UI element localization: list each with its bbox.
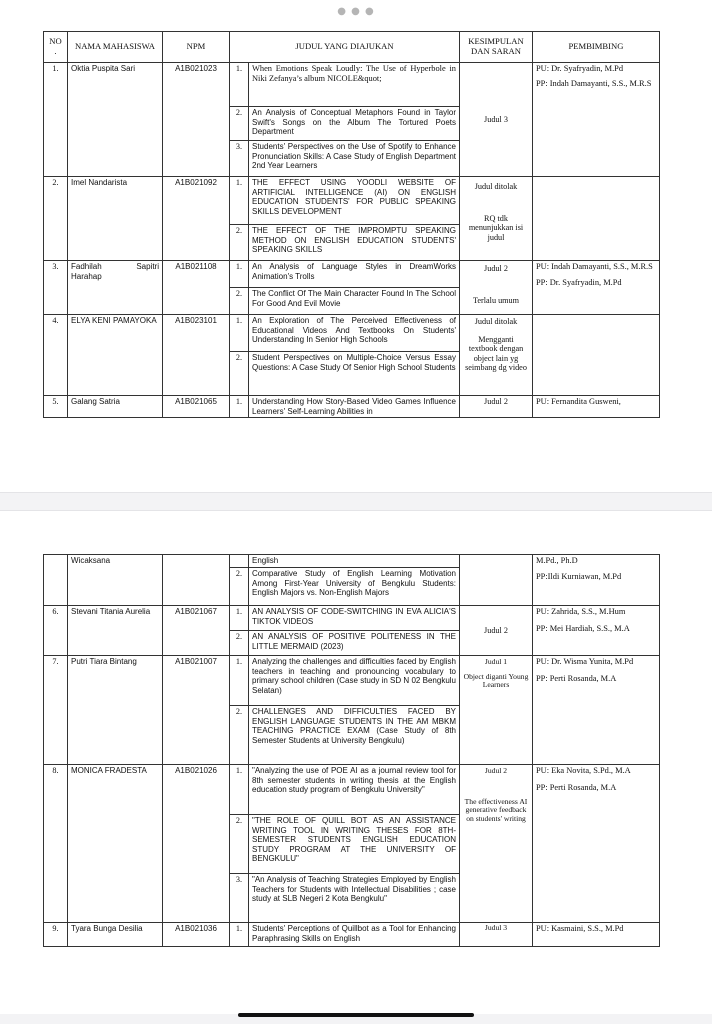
- table-row: [44, 177, 660, 225]
- student-npm: A1B021036: [163, 923, 230, 947]
- window-menu-dots[interactable]: ● ● ●: [337, 6, 375, 17]
- student-name: Imel Nandarista: [68, 177, 163, 261]
- title-number: 2.: [230, 107, 249, 141]
- proposed-title: "An Analysis of Teaching Strategies Employed by English Teachers for Students with Intellectual Disabilities ; case study at SLB Negeri 2 Kota Bengkulu": [249, 874, 460, 923]
- student-name: MONICA FRADESTA: [68, 765, 163, 923]
- table-row: [44, 63, 660, 107]
- main-supervisor: PU: Zahrida, S.S., M.Hum: [536, 607, 626, 616]
- proposed-title: An Analysis of Language Styles in DreamWorks Animation's Trolls: [249, 261, 460, 288]
- title-number: 1.: [230, 656, 249, 706]
- co-supervisor: PP: Perti Rosanda, M.A: [536, 674, 617, 683]
- table-row: [44, 396, 660, 418]
- proposed-title: Students' Perspectives on the Use of Spotify to Enhance Pronunciation Skills: A Case Study of English Department 2nd Year Learners: [249, 141, 460, 177]
- supervisors: [533, 63, 660, 177]
- page-break: [0, 492, 712, 511]
- row-number: 5.: [44, 396, 68, 418]
- titles-table-page-1: [43, 31, 660, 418]
- conclusion: Judul 2: [460, 606, 533, 656]
- conclusion: Judul 2 The effectiveness AI generative feedback on students' writing: [460, 765, 533, 923]
- proposed-title: CHALLENGES AND DIFFICULTIES FACED BY ENGLISH LANGUAGE STUDENTS IN THE AM MBKM TEACHING PRACTICE EXAM (Case Study of 8th Semester Students at University Bengkulu): [249, 706, 460, 765]
- student-name: Oktia Puspita Sari: [68, 63, 163, 177]
- student-npm: A1B021065: [163, 396, 230, 418]
- conclusion: Judul 2 Terlalu umum: [460, 261, 533, 315]
- header-judul: JUDUL YANG DIAJUKAN: [230, 32, 460, 63]
- title-number: 1.: [230, 261, 249, 288]
- row-number: 4.: [44, 315, 68, 396]
- conclusion: Judul ditolak Mengganti textbook dengan object lain yg seimbang dg video: [460, 315, 533, 396]
- title-number: 2.: [230, 352, 249, 396]
- title-number: 1.: [230, 765, 249, 815]
- supervisors: [533, 261, 660, 315]
- header-npm: NPM: [163, 32, 230, 63]
- co-supervisor: PP: Mei Hardiah, S.S., M.A: [536, 624, 630, 633]
- student-npm: A1B021108: [163, 261, 230, 315]
- proposed-title: "Analyzing the use of POE AI as a journal review tool for 8th semester students in writing thesis at the English education study program of Bengkulu University": [249, 765, 460, 815]
- proposed-title: Students' Perceptions of Quillbot as a Tool for Enhancing Paraphrasing Skills on English: [249, 923, 460, 947]
- proposed-title: When Emotions Speak Loudly: The Use of Hyperbole in Niki Zefanya’s album NICOLE&quot;: [249, 63, 460, 107]
- row-number: 2.: [44, 177, 68, 261]
- row-number: 8.: [44, 765, 68, 923]
- row-number: [44, 555, 68, 606]
- proposed-title: AN ANALYSIS OF POSITIVE POLITENESS IN THE LITTLE MERMAID (2023): [249, 631, 460, 656]
- main-supervisor: PU: Dr. Wisma Yunita, M.Pd: [536, 657, 634, 666]
- proposed-title: An Analysis of Conceptual Metaphors Found in Taylor Swift's Songs on the Album The Tortured Poets Department: [249, 107, 460, 141]
- student-name: Tyara Bunga Desilia: [68, 923, 163, 947]
- proposed-title: English: [249, 555, 460, 568]
- row-number: 3.: [44, 261, 68, 315]
- student-npm: A1B021007: [163, 656, 230, 765]
- conclusion: Judul 3: [460, 63, 533, 177]
- proposed-title: "THE ROLE OF QUILL BOT AS AN ASSISTANCE WRITING TOOL IN WRITING THESES FOR 8TH-SEMESTER STUDENTS ENGLISH EDUCATION STUDY PROGRAM AT THE UNIVERSITY OF BENGKULU": [249, 815, 460, 874]
- proposed-title: Student Perspectives on Multiple-Choice Versus Essay Questions: A Case Study Of Senior High School Students: [249, 352, 460, 396]
- supervisors: [533, 606, 660, 656]
- row-number: 6.: [44, 606, 68, 656]
- conclusion: [460, 555, 533, 606]
- conclusion: Judul 1 Object diganti Young Learners: [460, 656, 533, 765]
- row-number: 1.: [44, 63, 68, 177]
- main-supervisor: PU: Eka Novita, S.Pd., M.A: [536, 766, 631, 775]
- student-name: Putri Tiara Bintang: [68, 656, 163, 765]
- main-supervisor: M.Pd., Ph.D: [536, 556, 578, 565]
- title-number: [230, 555, 249, 568]
- proposed-title: THE EFFECT OF THE IMPROMPTU SPEAKING METHOD ON ENGLISH EDUCATION STUDENTS' SPEAKING SKILLS: [249, 225, 460, 261]
- conclusion: Judul ditolak RQ tdk menunjukkan isi judul: [460, 177, 533, 261]
- title-number: 2.: [230, 288, 249, 315]
- student-npm: A1B021026: [163, 765, 230, 923]
- proposed-title: Analyzing the challenges and difficulties faced by English teachers in teaching and pronouncing vocabulary to primary school children (Case study in SD N 02 Bengkulu Selatan): [249, 656, 460, 706]
- proposed-title: An Exploration of The Perceived Effectiveness of Educational Videos And Textbooks On Students' Understanding In Senior High Schools: [249, 315, 460, 352]
- table-row: [44, 606, 660, 631]
- header-nama: NAMA MAHASISWA: [68, 32, 163, 63]
- title-number: 3.: [230, 141, 249, 177]
- supervisors: [533, 765, 660, 923]
- student-name: ELYA KENI PAMAYOKA: [68, 315, 163, 396]
- student-npm: [163, 555, 230, 606]
- header-kesimpulan: KESIMPULAN DAN SARAN: [460, 32, 533, 63]
- supervisors: [533, 923, 660, 947]
- student-npm: A1B021067: [163, 606, 230, 656]
- title-number: 1.: [230, 315, 249, 352]
- co-supervisor: PP: Indah Damayanti, S.S., M.R.S: [536, 79, 652, 88]
- proposed-title: THE EFFECT USING YOODLI WEBSITE OF ARTIFICIAL INTELLIGENCE (AI) ON ENGLISH EDUCATION STUDENTS' FOR PUBLIC SPEAKING SKILLS DEVELOPMENT: [249, 177, 460, 225]
- header-no: NO .: [44, 32, 68, 63]
- home-indicator[interactable]: [238, 1013, 474, 1017]
- student-name: Galang Satria: [68, 396, 163, 418]
- co-supervisor: PP:Ildi Kurniawan, M.Pd: [536, 572, 622, 581]
- conclusion: Judul 3: [460, 923, 533, 947]
- table-row: [44, 555, 660, 568]
- student-npm: A1B021023: [163, 63, 230, 177]
- proposed-title: Understanding How Story-Based Video Games Influence Learners' Self-Learning Abilities in: [249, 396, 460, 418]
- co-supervisor: PP: Dr. Syafryadin, M.Pd: [536, 278, 622, 287]
- student-name: Stevani Titania Aurelia: [68, 606, 163, 656]
- row-number: 9.: [44, 923, 68, 947]
- main-supervisor: PU: Dr. Syafryadin, M.Pd: [536, 64, 624, 73]
- row-number: 7.: [44, 656, 68, 765]
- supervisors: [533, 177, 660, 261]
- conclusion: Judul 2: [460, 396, 533, 418]
- document-page-2: [0, 511, 712, 1014]
- title-number: 2.: [230, 568, 249, 606]
- supervisors: [533, 396, 660, 418]
- table-row: [44, 656, 660, 706]
- title-number: 1.: [230, 63, 249, 107]
- supervisors: [533, 656, 660, 765]
- student-npm: A1B023101: [163, 315, 230, 396]
- title-number: 2.: [230, 631, 249, 656]
- table-header-row: [44, 32, 660, 63]
- title-number: 1.: [230, 177, 249, 225]
- main-supervisor: PU: Kasmaini, S.S., M.Pd: [536, 924, 624, 933]
- title-number: 2.: [230, 706, 249, 765]
- student-name: Wicaksana: [68, 555, 163, 606]
- title-number: 2.: [230, 225, 249, 261]
- proposed-title: AN ANALYSIS OF CODE-SWITCHING IN EVA ALICIA'S TIKTOK VIDEOS: [249, 606, 460, 631]
- proposed-title: Comparative Study of English Learning Motivation Among First-Year University of Bengkulu Students: English Majors vs. Non-English Majors: [249, 568, 460, 606]
- main-supervisor: PU: Indah Damayanti, S.S., M.R.S: [536, 262, 653, 271]
- student-npm: A1B021092: [163, 177, 230, 261]
- title-number: 1.: [230, 396, 249, 418]
- proposed-title: The Conflict Of The Main Character Found In The School For Good And Evil Movie: [249, 288, 460, 315]
- student-name: Fadhilah Sapitri Harahap: [68, 261, 163, 315]
- table-row: [44, 315, 660, 352]
- table-row: [44, 261, 660, 288]
- title-number: 1.: [230, 606, 249, 631]
- title-number: 3.: [230, 874, 249, 923]
- supervisors: [533, 315, 660, 396]
- titles-table-page-2: [43, 554, 660, 947]
- table-row: [44, 765, 660, 815]
- main-supervisor: PU: Fernandita Gusweni,: [536, 397, 621, 406]
- supervisors: [533, 555, 660, 606]
- co-supervisor: PP: Perti Rosanda, M.A: [536, 783, 617, 792]
- title-number: 2.: [230, 815, 249, 874]
- document-page-1: [0, 24, 712, 492]
- table-row: [44, 923, 660, 947]
- title-number: 1.: [230, 923, 249, 947]
- header-pembimbing: PEMBIMBING: [533, 32, 660, 63]
